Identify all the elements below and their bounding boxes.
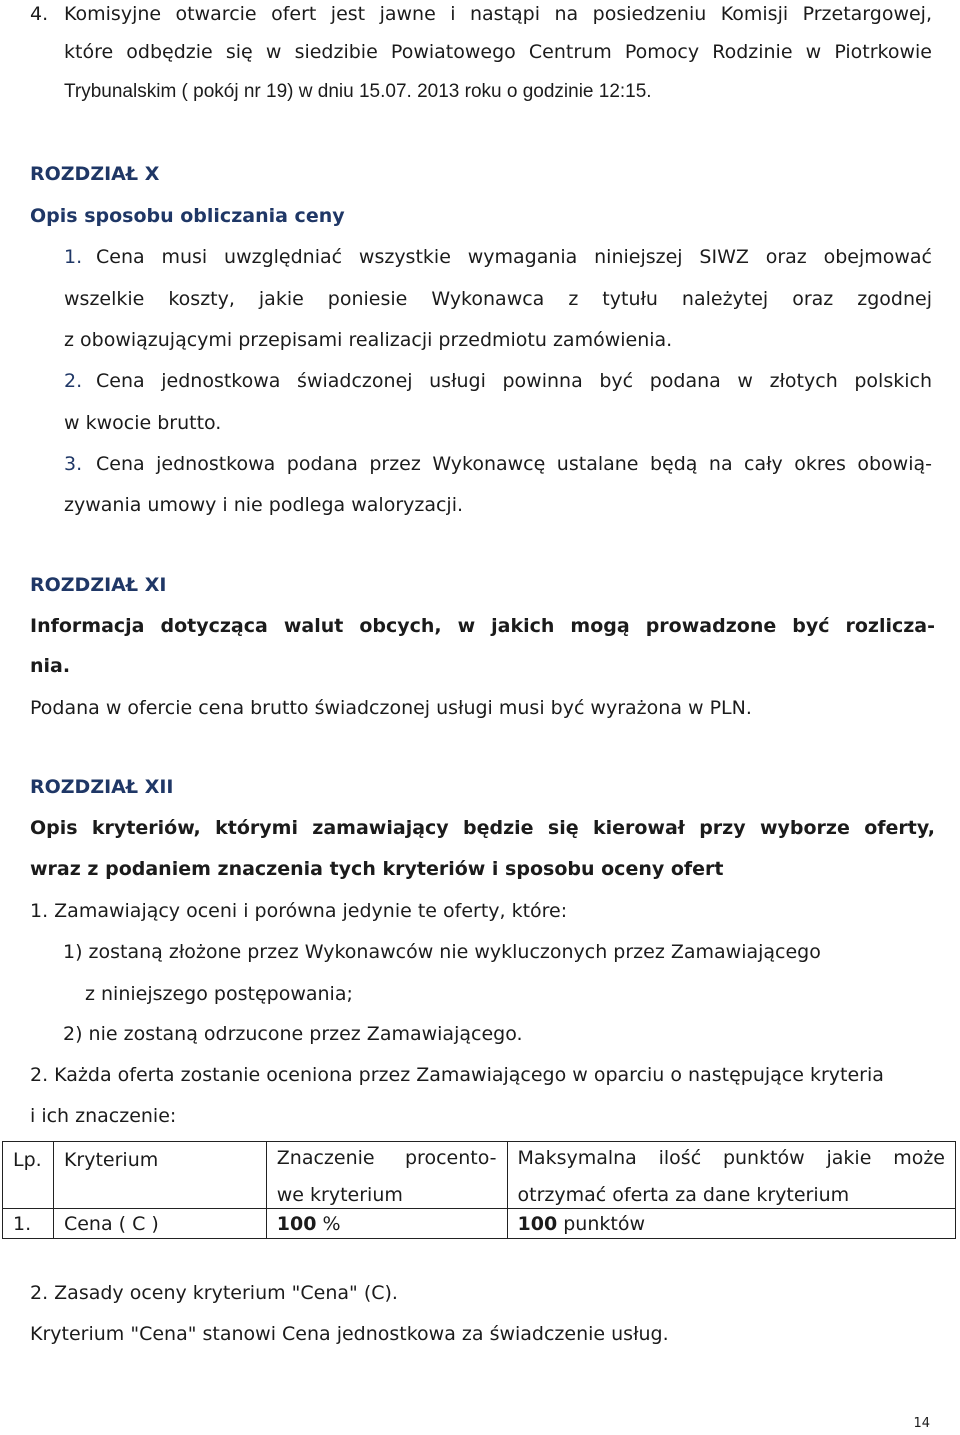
row-weight-unit: % (316, 1213, 341, 1235)
chapter10-p1-line3: z obowiązującymi przepisami realizacji przedmiotu zamówienia. (64, 329, 673, 351)
chapter10-p1-number: 1. (64, 246, 83, 268)
item4-line2: które odbędzie się w siedzibie Powiatowego Centrum Pomocy Rodzinie w Piotrkowie (64, 41, 932, 63)
chapter10-p2-line2: w kwocie brutto. (64, 412, 222, 434)
header-lp: Lp. (13, 1149, 42, 1171)
chapter10-p2-line1: Cena jednostkowa świadczonej usługi powinna być podana w złotych polskich (96, 370, 932, 392)
chapter10-p1-line2: wszelkie koszty, jakie poniesie Wykonawca z tytułu należytej oraz zgodnej (64, 288, 932, 310)
chapter12-p2-line1: 2. Każda oferta zostanie oceniona przez Zamawiającego w oparciu o następujące kryteria (30, 1064, 884, 1086)
header-criterion-cell (53, 1142, 266, 1209)
row-max-unit: punktów (557, 1213, 646, 1235)
item4-number: 4. (30, 3, 49, 25)
row-max-value: 100 (517, 1213, 558, 1235)
chapter12-title-line1: Opis kryteriów, którymi zamawiający będzie się kierował przy wyborze oferty, (30, 817, 935, 839)
chapter11-title-line2: nia. (30, 655, 71, 677)
header-weight-line1: Znaczenie procento- (276, 1147, 497, 1169)
table-row (3, 1209, 956, 1239)
section2-body: Kryterium "Cena" stanowi Cena jednostkowa za świadczenie usług. (30, 1323, 669, 1345)
item4-line3: Trybunalskim ( pokój nr 19) w dniu 15.07. 2013 roku o godzinie 12:15. (64, 81, 652, 102)
chapter12-p1-a-line1: 1) zostaną złożone przez Wykonawców nie wykluczonych przez Zamawiającego (63, 941, 821, 963)
chapter12-p1: 1. Zamawiający oceni i porówna jedynie te oferty, które: (30, 900, 568, 922)
header-max-line2: otrzymać oferta za dane kryterium (517, 1184, 850, 1206)
item4-line1: Komisyjne otwarcie ofert jest jawne i nastąpi na posiedzeniu Komisji Przetargowej, (64, 3, 932, 25)
row-weight-value: 100 (276, 1213, 317, 1235)
criteria-table (2, 1141, 956, 1239)
header-criterion: Kryterium (63, 1149, 159, 1171)
chapter12-heading: ROZDZIAŁ XII (30, 776, 174, 798)
row-weight-cell (266, 1209, 507, 1239)
chapter12-p2-line2: i ich znaczenie: (30, 1105, 177, 1127)
row-criterion: Cena ( C ) (63, 1213, 159, 1235)
chapter10-p1-line1: Cena musi uwzględniać wszystkie wymagania niniejszej SIWZ oraz obejmować (96, 246, 932, 268)
header-max-line1: Maksymalna ilość punktów jakie może (517, 1147, 945, 1169)
row-max-points-cell (507, 1209, 955, 1239)
chapter10-p2-number: 2. (64, 370, 83, 392)
chapter11-body: Podana w ofercie cena brutto świadczonej usługi musi być wyrażona w PLN. (30, 697, 752, 719)
row-lp-cell (3, 1209, 54, 1239)
section2-title: 2. Zasady oceny kryterium "Cena" (C). (30, 1282, 398, 1304)
chapter11-heading: ROZDZIAŁ XI (30, 574, 167, 596)
chapter10-p3-number: 3. (64, 453, 83, 475)
header-max-points-cell (507, 1142, 955, 1209)
row-criterion-cell (53, 1209, 266, 1239)
chapter10-p3-line2: zywania umowy i nie podlega waloryzacji. (64, 494, 464, 516)
chapter12-p1-a-line2: z niniejszego postępowania; (85, 983, 353, 1005)
chapter10-p3-line1: Cena jednostkowa podana przez Wykonawcę ustalane będą na cały okres obowią- (96, 453, 932, 475)
table-header-row (3, 1142, 956, 1209)
header-lp-cell (3, 1142, 54, 1209)
header-weight-cell (266, 1142, 507, 1209)
chapter11-title-line1: Informacja dotycząca walut obcych, w jakich mogą prowadzone być rozlicza- (30, 615, 935, 637)
chapter12-title-line2: wraz z podaniem znaczenia tych kryteriów i sposobu oceny ofert (30, 858, 724, 880)
chapter12-p1-b: 2) nie zostaną odrzucone przez Zamawiającego. (63, 1023, 523, 1045)
row-lp: 1. (13, 1213, 32, 1235)
header-weight-line2: we kryterium (276, 1184, 403, 1206)
page-number: 14 (913, 1416, 930, 1431)
chapter10-title: Opis sposobu obliczania ceny (30, 205, 345, 227)
chapter10-heading: ROZDZIAŁ X (30, 163, 160, 185)
